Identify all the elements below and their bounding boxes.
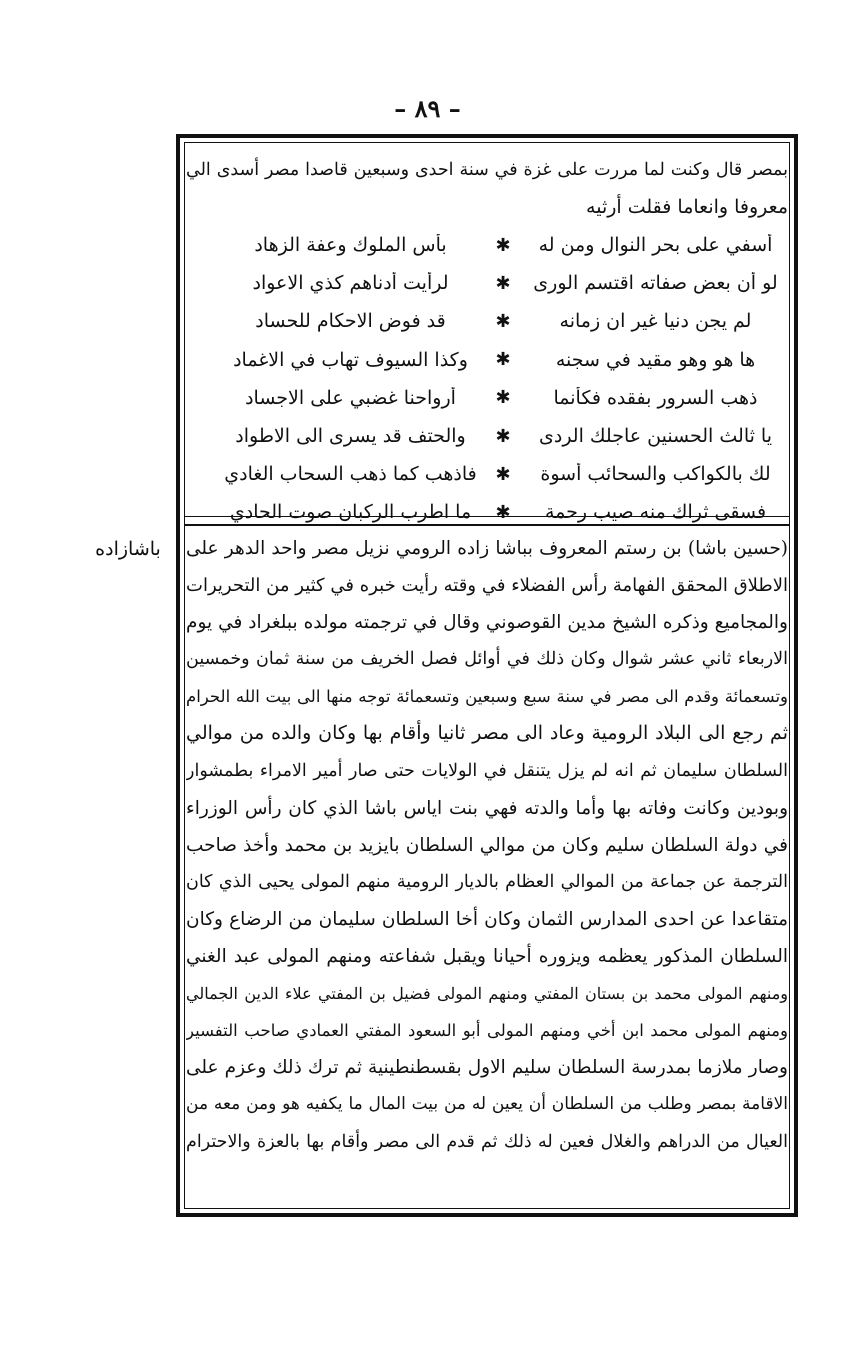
poem-verse [186, 264, 788, 302]
star-separator-icon: ✱ [495, 349, 511, 371]
text-line: في دولة السلطان سليم وكان من موالي السلطان بايزيد بن محمد وأخذ صاحب [186, 834, 788, 856]
verse-first-hemistich: أسفي على بحر النوال ومن له [538, 234, 773, 257]
text-line: ثم رجع الى البلاد الرومية وعاد الى مصر ثانيا وأقام بها وكان والده من موالي [186, 722, 788, 745]
verse-first-hemistich: لو أن بعض صفاته اقتسم الورى [533, 272, 778, 295]
poem-verse [186, 341, 788, 379]
poem [186, 226, 788, 532]
poem-verse [186, 379, 788, 417]
poem-verse [186, 302, 788, 340]
text-line: الاربعاء ثاني عشر شوال وكان ذلك في أوائل فصل الخريف من سنة ثمان وخمسين [186, 649, 788, 670]
text-line: والمجاميع وذكره الشيخ مدين القوصوني وقال في ترجمته مولده ببلغراد في يوم [186, 612, 788, 634]
star-separator-icon: ✱ [495, 272, 511, 294]
text-line: العيال من الدراهم والغلال فعين له ذلك ثم قدم الى مصر وأقام بها بالعزة والاحترام [186, 1131, 788, 1152]
text-line: (حسين باشا) بن رستم المعروف بباشا زاده الرومي نزيل مصر واحد الدهر على [186, 538, 788, 559]
verse-first-hemistich: لم يجن دنيا غير ان زمانه [559, 310, 752, 333]
margin-note: باشازاده [95, 538, 161, 560]
verse-first-hemistich: لك بالكواكب والسحائب أسوة [540, 463, 771, 486]
text-line: وتسعمائة وقدم الى مصر في سنة سبع وسبعين وتسعمائة توجه منها الى بيت الله الحرام [186, 687, 788, 707]
star-separator-icon: ✱ [495, 234, 511, 256]
biography-paragraph [186, 530, 788, 1161]
text-frame [176, 134, 798, 1217]
verse-second-hemistich: والحتف قد يسرى الى الاطواد [235, 425, 466, 448]
verse-second-hemistich: وكذا السيوف تهاب في الاغماد [233, 348, 468, 371]
text-line: ومنهم المولى محمد بن بستان المفتي ومنهم المولى فضيل بن المفتي علاء الدين الجمالي [186, 984, 788, 1004]
verse-second-hemistich: بأس الملوك وعفة الزهاد [254, 234, 447, 257]
text-line: السلطان سليمان ثم انه لم يزل يتنقل في الولايات حتى صار أمير الامراء بطمشوار [186, 760, 788, 781]
text-line: الاطلاق المحقق الفهامة رأس الفضلاء في وقته رأيت خبره في كثير من التحريرات [186, 575, 788, 597]
page-number: – ٨٩ – [394, 94, 461, 123]
section-divider [184, 516, 790, 526]
poem-verse [186, 226, 788, 264]
verse-first-hemistich: يا ثالث الحسنين عاجلك الردى [538, 425, 773, 448]
star-separator-icon: ✱ [495, 310, 511, 332]
text-line: معروفا وانعاما فقلت أرثيه [586, 195, 788, 218]
star-separator-icon: ✱ [495, 387, 511, 409]
intro-paragraph [186, 152, 788, 225]
star-separator-icon: ✱ [495, 501, 511, 523]
poem-verse [186, 417, 788, 455]
text-line: ومنهم المولى محمد ابن أخي ومنهم المولى أبو السعود المفتي العمادي صاحب التفسير [186, 1021, 788, 1041]
text-line: الاقامة بمصر وطلب من السلطان أن يعين له من بيت المال ما يكفيه هو ومن معه من [186, 1094, 788, 1115]
verse-second-hemistich: ما اطرب الركبان صوت الحادي [229, 501, 472, 524]
text-line: الترجمة عن جماعة من الموالي العظام بالديار الرومية منهم المولى يحيى الذي كان [186, 871, 788, 892]
text-line: متقاعدا عن احدى المدارس الثمان وكان أخا السلطان سليمان من الرضاع وكان [186, 908, 788, 930]
verse-first-hemistich: ها هو وهو مقيد في سجنه [555, 348, 756, 371]
verse-second-hemistich: قد فوض الاحكام للحساد [255, 310, 446, 333]
verse-second-hemistich: فاذهب كما ذهب السحاب الغادي [224, 463, 477, 486]
verse-second-hemistich: أرواحنا غضبي على الاجساد [245, 386, 456, 409]
star-separator-icon: ✱ [495, 463, 511, 485]
verse-first-hemistich: ذهب السرور بفقده فكأنما [553, 386, 758, 409]
verse-second-hemistich: لرأيت أدناهم كذي الاعواد [252, 272, 449, 295]
verse-first-hemistich: فسقى ثراك منه صيب رحمة [544, 501, 767, 524]
text-line: وبودين وكانت وفاته بها وأما والدته فهي بنت اياس باشا الذي كان رأس الوزراء [186, 797, 788, 819]
star-separator-icon: ✱ [495, 425, 511, 447]
text-line: بمصر قال وكنت لما مررت على غزة في سنة احدى وسبعين قاصدا مصر أسدى الي [186, 160, 788, 180]
text-line: السلطان المذكور يعظمه ويزوره أحيانا ويقبل شفاعته ومنهم المولى عبد الغني [186, 946, 788, 968]
text-line: وصار ملازما بمدرسة السلطان سليم الاول بقسطنطينية ثم ترك ذلك وعزم على [186, 1057, 788, 1079]
poem-verse [186, 455, 788, 493]
